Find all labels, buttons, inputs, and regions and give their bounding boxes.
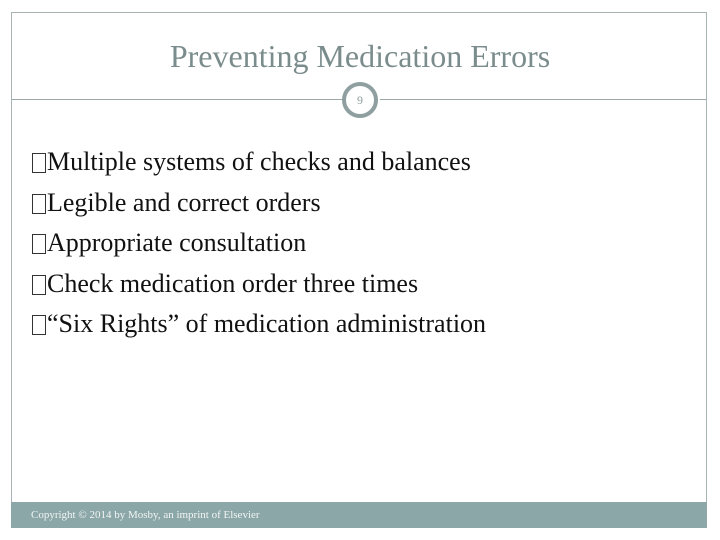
box-bullet-icon xyxy=(32,234,46,254)
title-divider-left xyxy=(12,99,342,100)
bullet-item xyxy=(32,142,486,183)
bullet-list xyxy=(32,142,486,345)
bullet-text: Legible and correct orders xyxy=(47,187,321,217)
box-bullet-icon xyxy=(32,275,46,295)
page-number: 9 xyxy=(357,93,363,107)
bullet-text: Check medication order three times xyxy=(47,268,419,298)
box-bullet-icon xyxy=(32,315,46,335)
bullet-text: Multiple systems of checks and balances xyxy=(47,147,471,177)
box-bullet-icon xyxy=(32,153,46,173)
bullet-text: Appropriate consultation xyxy=(47,228,307,258)
bullet-item xyxy=(32,304,486,345)
bullet-item xyxy=(32,183,486,224)
bullet-item xyxy=(32,264,486,305)
box-bullet-icon xyxy=(32,194,46,214)
page-number-badge xyxy=(342,82,378,118)
slide-title: Preventing Medication Errors xyxy=(169,38,551,74)
bullet-text: “Six Rights” of medication administration xyxy=(47,309,487,339)
title-divider-right xyxy=(380,99,706,100)
footer-bar xyxy=(11,502,707,528)
copyright-text: Copyright © 2014 by Mosby, an imprint of Elsevier xyxy=(31,509,260,521)
bullet-item xyxy=(32,223,486,264)
